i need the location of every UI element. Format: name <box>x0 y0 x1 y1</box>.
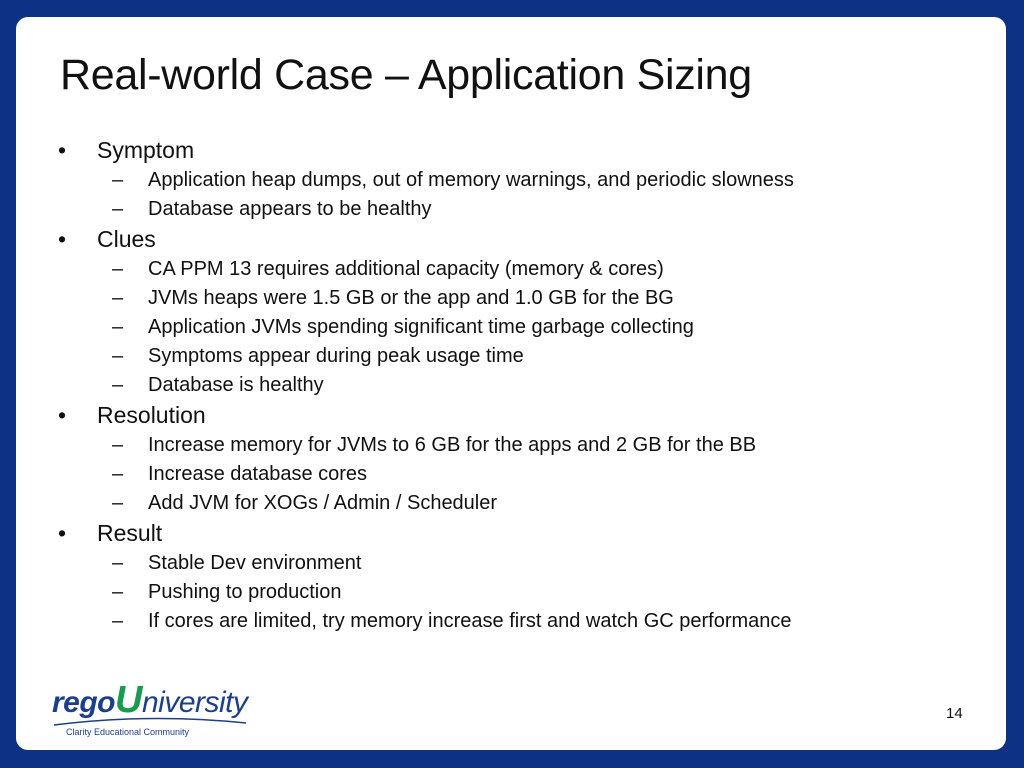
sub-bullet-item <box>16 166 1006 195</box>
bullet-dot: • <box>58 137 67 163</box>
slide <box>16 17 1006 750</box>
dash-marker: – <box>112 258 124 280</box>
bullet-group-symptom <box>16 135 1006 224</box>
sub-bullet-label: CA PPM 13 requires additional capacity (memory & cores) <box>148 258 664 280</box>
bullet-dot: • <box>58 520 67 546</box>
bullet-label: Clues <box>97 226 156 252</box>
rego-university-logo <box>50 679 250 745</box>
bullet-item <box>16 135 1006 166</box>
dash-marker: – <box>112 552 124 574</box>
sub-bullet-label: Pushing to production <box>148 581 342 603</box>
sub-bullet-label: Symptoms appear during peak usage time <box>148 345 524 367</box>
page-number: 14 <box>946 705 963 722</box>
sub-bullet-item <box>16 284 1006 313</box>
bullet-item <box>16 224 1006 255</box>
bullet-group-clues <box>16 224 1006 400</box>
sub-bullet-item <box>16 489 1006 518</box>
logo-text-u: U <box>115 679 142 721</box>
bullet-dot: • <box>58 226 67 252</box>
dash-marker: – <box>112 198 124 220</box>
sub-bullet-label: Increase database cores <box>148 463 368 485</box>
dash-marker: – <box>112 169 124 191</box>
sub-bullet-item <box>16 313 1006 342</box>
sub-bullet-label: Application JVMs spending significant time garbage collecting <box>148 316 694 338</box>
bullet-item <box>16 400 1006 431</box>
bullet-label: Result <box>97 520 163 546</box>
bullet-group-resolution <box>16 400 1006 518</box>
bullet-item <box>16 518 1006 549</box>
sub-bullet-item <box>16 549 1006 578</box>
sub-bullet-label: Add JVM for XOGs / Admin / Scheduler <box>148 492 498 514</box>
sub-bullet-item <box>16 578 1006 607</box>
sub-bullet-item <box>16 255 1006 284</box>
sub-bullet-item <box>16 371 1006 400</box>
bullet-group-result <box>16 518 1006 636</box>
sub-bullet-label: If cores are limited, try memory increase first and watch GC performance <box>148 610 792 632</box>
sub-bullet-label: Database is healthy <box>148 374 324 396</box>
dash-marker: – <box>112 287 124 309</box>
bullet-label: Resolution <box>97 402 206 428</box>
bullet-dot: • <box>58 402 67 428</box>
sub-bullet-item <box>16 460 1006 489</box>
sub-bullet-item <box>16 342 1006 371</box>
sub-bullet-item <box>16 607 1006 636</box>
slide-title: Real-world Case – Application Sizing <box>60 51 752 99</box>
logo-text-rego: rego <box>52 686 116 719</box>
dash-marker: – <box>112 492 124 514</box>
sub-bullet-label: Application heap dumps, out of memory warnings, and periodic slowness <box>148 169 794 191</box>
dash-marker: – <box>112 316 124 338</box>
dash-marker: – <box>112 581 124 603</box>
dash-marker: – <box>112 374 124 396</box>
sub-bullet-label: Stable Dev environment <box>148 552 362 574</box>
bullet-label: Symptom <box>97 137 195 163</box>
logo-tagline: Clarity Educational Community <box>66 727 190 737</box>
sub-bullet-label: Increase memory for JVMs to 6 GB for the apps and 2 GB for the BB <box>148 434 757 456</box>
dash-marker: – <box>112 434 124 456</box>
dash-marker: – <box>112 463 124 485</box>
sub-bullet-item <box>16 195 1006 224</box>
sub-bullet-item <box>16 431 1006 460</box>
sub-bullet-label: Database appears to be healthy <box>148 198 432 220</box>
sub-bullet-label: JVMs heaps were 1.5 GB or the app and 1.0 GB for the BG <box>148 287 674 309</box>
dash-marker: – <box>112 610 124 632</box>
logo-text-niversity: niversity <box>141 686 248 719</box>
bullet-list <box>16 135 1006 636</box>
dash-marker: – <box>112 345 124 367</box>
